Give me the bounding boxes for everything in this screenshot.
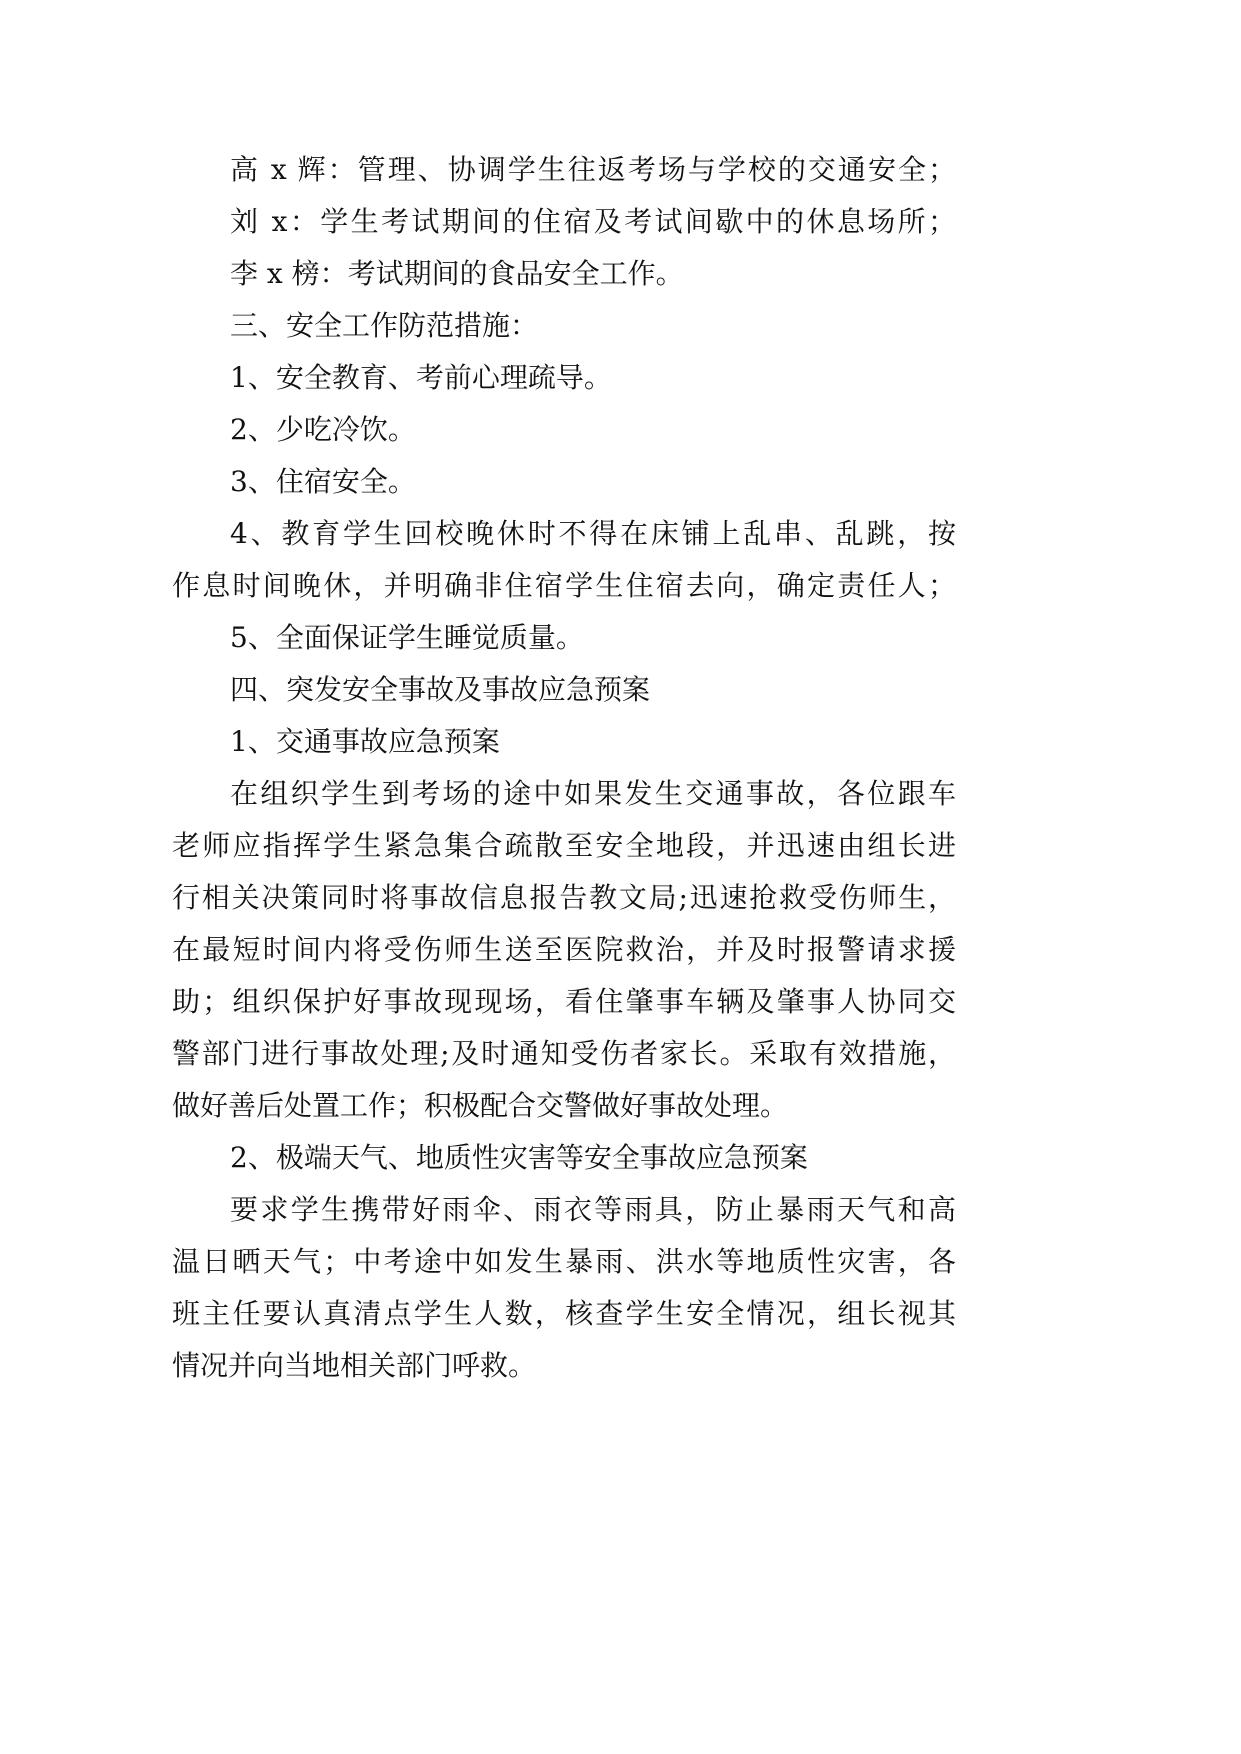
document-body	[172, 144, 956, 1392]
text-line: 高 x 辉：管理、协调学生往返考场与学校的交通安全；	[230, 153, 956, 186]
text-line: 做好善后处置工作；积极配合交警做好事故处理。	[172, 1089, 789, 1122]
text-line: 在最短时间内将受伤师生送至医院救治，并及时报警请求援	[172, 933, 956, 966]
text-line: 作息时间晚休，并明确非住宿学生住宿去向，确定责任人；	[172, 569, 956, 602]
text-line: 班主任要认真清点学生人数，核查学生安全情况，组长视其	[172, 1297, 956, 1330]
text-line: 3、住宿安全。	[230, 465, 416, 498]
text-line: 警部门进行事故处理;及时通知受伤者家长。采取有效措施，	[172, 1037, 956, 1070]
text-line: 5、全面保证学生睡觉质量。	[230, 621, 584, 654]
text-line: 温日晒天气；中考途中如发生暴雨、洪水等地质性灾害，各	[172, 1245, 956, 1278]
text-line: 4、教育学生回校晚休时不得在床铺上乱串、乱跳，按	[230, 517, 956, 550]
text-line: 2、极端天气、地质性灾害等安全事故应急预案	[230, 1141, 808, 1174]
text-line: 1、交通事故应急预案	[230, 725, 500, 758]
text-line: 老师应指挥学生紧急集合疏散至安全地段，并迅速由组长进	[172, 829, 956, 862]
text-line: 三、安全工作防范措施：	[230, 309, 539, 342]
text-line: 行相关决策同时将事故信息报告教文局;迅速抢救受伤师生，	[172, 881, 956, 914]
text-line: 在组织学生到考场的途中如果发生交通事故，各位跟车	[230, 777, 956, 810]
text-line: 助；组织保护好事故现现场，看住肇事车辆及肇事人协同交	[172, 985, 956, 1018]
text-line: 李 x 榜：考试期间的食品安全工作。	[230, 257, 684, 290]
text-line: 1、安全教育、考前心理疏导。	[230, 361, 612, 394]
text-line: 2、少吃冷饮。	[230, 413, 416, 446]
text-line: 情况并向当地相关部门呼救。	[172, 1349, 537, 1382]
text-line: 刘 x：学生考试期间的住宿及考试间歇中的休息场所；	[230, 205, 956, 238]
text-line: 要求学生携带好雨伞、雨衣等雨具，防止暴雨天气和高	[230, 1193, 956, 1226]
text-line: 四、突发安全事故及事故应急预案	[230, 673, 651, 706]
